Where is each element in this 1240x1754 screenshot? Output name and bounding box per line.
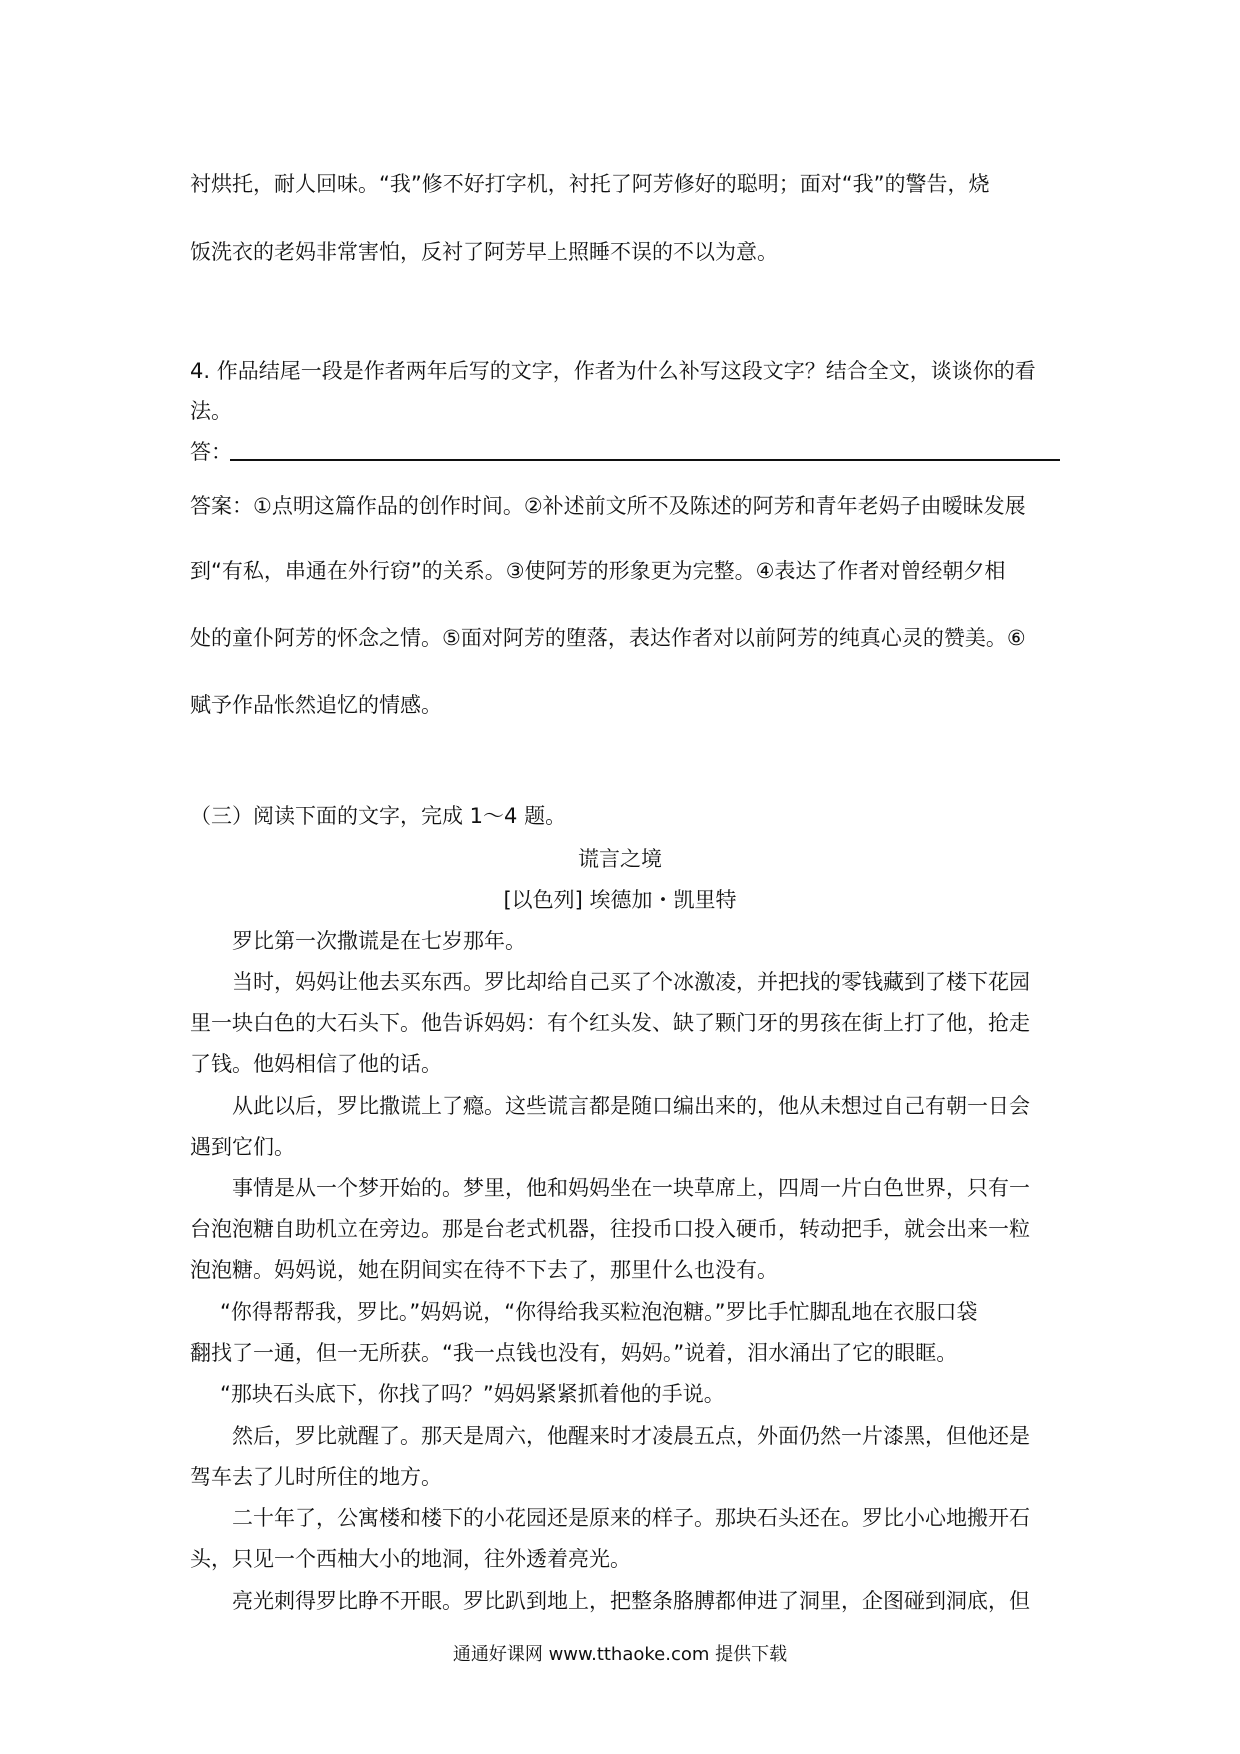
answer-label: 答：: [190, 440, 232, 464]
answer-line: 饭洗衣的老妈非常害怕，反衬了阿芳早上照睡不误的不以为意。: [190, 240, 778, 264]
story-paragraph-line: “你得帮帮我，罗比。”妈妈说，“你得给我买粒泡泡糖。”罗比手忙脚乱地在衣服口袋: [220, 1300, 978, 1324]
story-paragraph-line: 二十年了，公寓楼和楼下的小花园还是原来的样子。那块石头还在。罗比小心地搬开石: [232, 1506, 1030, 1530]
answer-line: 赋予作品怅然追忆的情感。: [190, 693, 442, 717]
story-paragraph-line: 头，只见一个西柚大小的地洞，往外透着亮光。: [190, 1547, 631, 1571]
story-title: 谎言之境: [578, 847, 662, 871]
story-paragraph-line: 泡泡糖。妈妈说，她在阴间实在待不下去了，那里什么也没有。: [190, 1258, 778, 1282]
story-paragraph-line: 驾车去了儿时所住的地方。: [190, 1465, 442, 1489]
page-footer: 通通好课网 www.tthaoke.com 提供下载: [452, 1644, 788, 1665]
answer-line: 处的童仆阿芳的怀念之情。⑤面对阿芳的堕落，表达作者对以前阿芳的纯真心灵的赞美。⑥: [190, 626, 1026, 650]
answer-line: 衬烘托，耐人回味。“我”修不好打字机，衬托了阿芳修好的聪明；面对“我”的警告，烧: [190, 172, 990, 196]
story-paragraph-line: 了钱。他妈相信了他的话。: [190, 1052, 442, 1076]
section-instruction: （三）阅读下面的文字，完成 1～4 题。: [190, 804, 567, 828]
story-paragraph-line: 事情是从一个梦开始的。梦里，他和妈妈坐在一块草席上，四周一片白色世界，只有一: [232, 1176, 1030, 1200]
story-paragraph-line: 里一块白色的大石头下。他告诉妈妈：有个红头发、缺了颗门牙的男孩在街上打了他，抢走: [190, 1011, 1030, 1035]
story-paragraph-line: 遇到它们。: [190, 1135, 295, 1159]
story-paragraph-line: 从此以后，罗比撒谎上了瘾。这些谎言都是随口编出来的，他从未想过自己有朝一日会: [232, 1094, 1030, 1118]
story-paragraph-line: 罗比第一次撒谎是在七岁那年。: [232, 929, 526, 953]
question-line: 法。: [190, 399, 232, 423]
story-paragraph-line: 翻找了一通，但一无所获。“我一点钱也没有，妈妈。”说着，泪水涌出了它的眼眶。: [190, 1341, 958, 1365]
story-paragraph-line: 当时，妈妈让他去买东西。罗比却给自己买了个冰激凌，并把找的零钱藏到了楼下花园: [232, 970, 1030, 994]
story-paragraph-line: “那块石头底下，你找了吗？”妈妈紧紧抓着他的手说。: [220, 1382, 725, 1406]
question-line: 4. 作品结尾一段是作者两年后写的文字，作者为什么补写这段文字？结合全文，谈谈你的看: [190, 359, 1036, 383]
story-paragraph-line: 台泡泡糖自助机立在旁边。那是台老式机器，往投币口投入硬币，转动把手，就会出来一粒: [190, 1217, 1030, 1241]
answer-line: 到“有私，串通在外行窃”的关系。③使阿芳的形象更为完整。④表达了作者对曾经朝夕相: [190, 559, 1006, 583]
answer-line: 答案：①点明这篇作品的创作时间。②补述前文所不及陈述的阿芳和青年老妈子由暧昧发展: [190, 494, 1026, 518]
answer-blank-line: [230, 459, 1060, 461]
story-paragraph-line: 亮光刺得罗比睁不开眼。罗比趴到地上，把整条胳膊都伸进了洞里，企图碰到洞底，但: [232, 1589, 1030, 1613]
story-author: [以色列] 埃德加・凯里特: [503, 888, 737, 912]
story-paragraph-line: 然后，罗比就醒了。那天是周六，他醒来时才凌晨五点，外面仍然一片漆黑，但他还是: [232, 1424, 1030, 1448]
